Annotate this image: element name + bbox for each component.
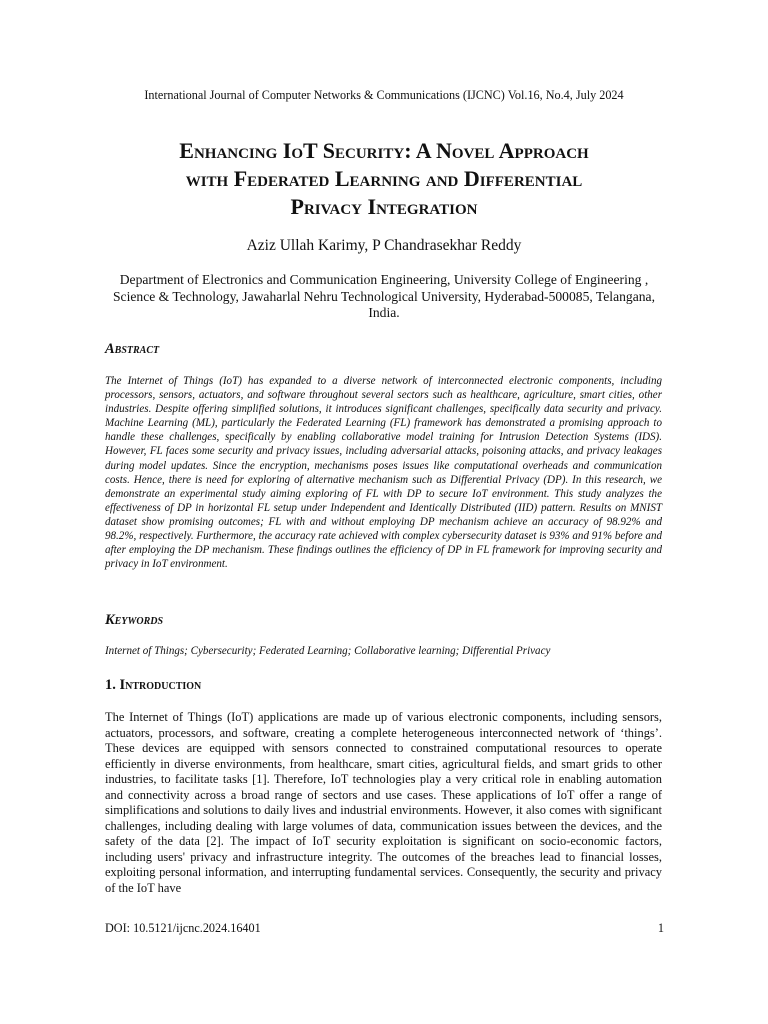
introduction-text: The Internet of Things (IoT) applications are made up of various electronic components, including sensors, actuators, processors, and software, creating a complete heterogeneous interconnected network of ‘things’. These devices are equipped with sensors connected to constrained computational resources to operate efficiently in diverse environments, from healthcare, smart cities, agricultural fields, and smart grids to other industries, to facilitate tasks [1]. Therefore, IoT technologies play a very critical role in enabling automation and connectivity across a broad range of sectors and use cases. These applications of IoT offer a range of simplifications and solutions to daily lives and industrial environments. However, it also comes with significant challenges, including dealing with large volumes of data, communication issues between the devices, and the safety of the data [2]. The impact of IoT security exploitation is significant on socio-economic factors, including users' privacy and infrastructure integrity. The outcomes of the breaches lead to financial losses, exploiting personal information, and interrupting fundamental services. Consequently, the security and privacy of the IoT have — [105, 710, 662, 896]
affiliation: Department of Electronics and Communication Engineering, University College of Engineering , Science & Technology, Jawaharlal Nehru Technological University, Hyderabad-500085, Telangana, India. — [113, 272, 655, 320]
title-line-2: with Federated Learning and Differential — [185, 166, 583, 191]
footer-doi: DOI: 10.5121/ijcnc.2024.16401 — [105, 921, 261, 935]
running-head: International Journal of Computer Networks & Communications (IJCNC) Vol.16, No.4, July 2024 — [144, 88, 624, 102]
title-line-3: Privacy Integration — [290, 194, 478, 219]
authors: Aziz Ullah Karimy, P Chandrasekhar Reddy — [246, 237, 522, 254]
abstract-text: The Internet of Things (IoT) has expanded to a diverse network of interconnected electronic components, including processors, sensors, actuators, and software throughout several sectors such as healthcare, agriculture, smart cities, other industries. Despite offering simplified solutions, it introduces significant challenges, specifically data security and privacy. Machine Learning (ML), particularly the Federated Learning (FL) framework has demonstrated a promising approach to handle these challenges, specifically by enabling collaborative model training for Intrusion Detection Systems (IDS). However, FL faces some security and privacy issues, including adversarial attacks, poisoning attacks, and privacy leakages during model updates. Since the encryption, mechanisms poses issues like computational overheads and communication costs. Hence, there is need for exploring of alternative mechanism such as Differential Privacy (DP). In this research, we demonstrate an experimental study aiming exploring of FL with DP to secure IoT environment. This study analyzes the effectiveness of DP in horizontal FL setup under Independent and Identically Distributed (IID) pattern. Results on MNIST dataset show promising outcomes; FL with and without employing DP mechanism achieve an accuracy of 98.92% and 98.2%, respectively. Furthermore, the accuracy rate achieved with complex cybersecurity dataset is 93% and 91% before and after employing the DP mechanism. These findings outlines the efficiency of DP in FL framework for improving security and privacy in IoT environment. — [105, 375, 662, 571]
page-number: 1 — [657, 921, 664, 935]
title-line-1: Enhancing IoT Security: A Novel Approach — [179, 138, 589, 163]
introduction-heading: 1. Introduction — [105, 677, 202, 693]
abstract-heading: Abstract — [105, 341, 160, 357]
keywords-text: Internet of Things; Cybersecurity; Federated Learning; Collaborative learning; Differential Privacy — [105, 645, 551, 657]
keywords-heading: Keywords — [105, 612, 164, 628]
paper-title — [60, 137, 708, 221]
